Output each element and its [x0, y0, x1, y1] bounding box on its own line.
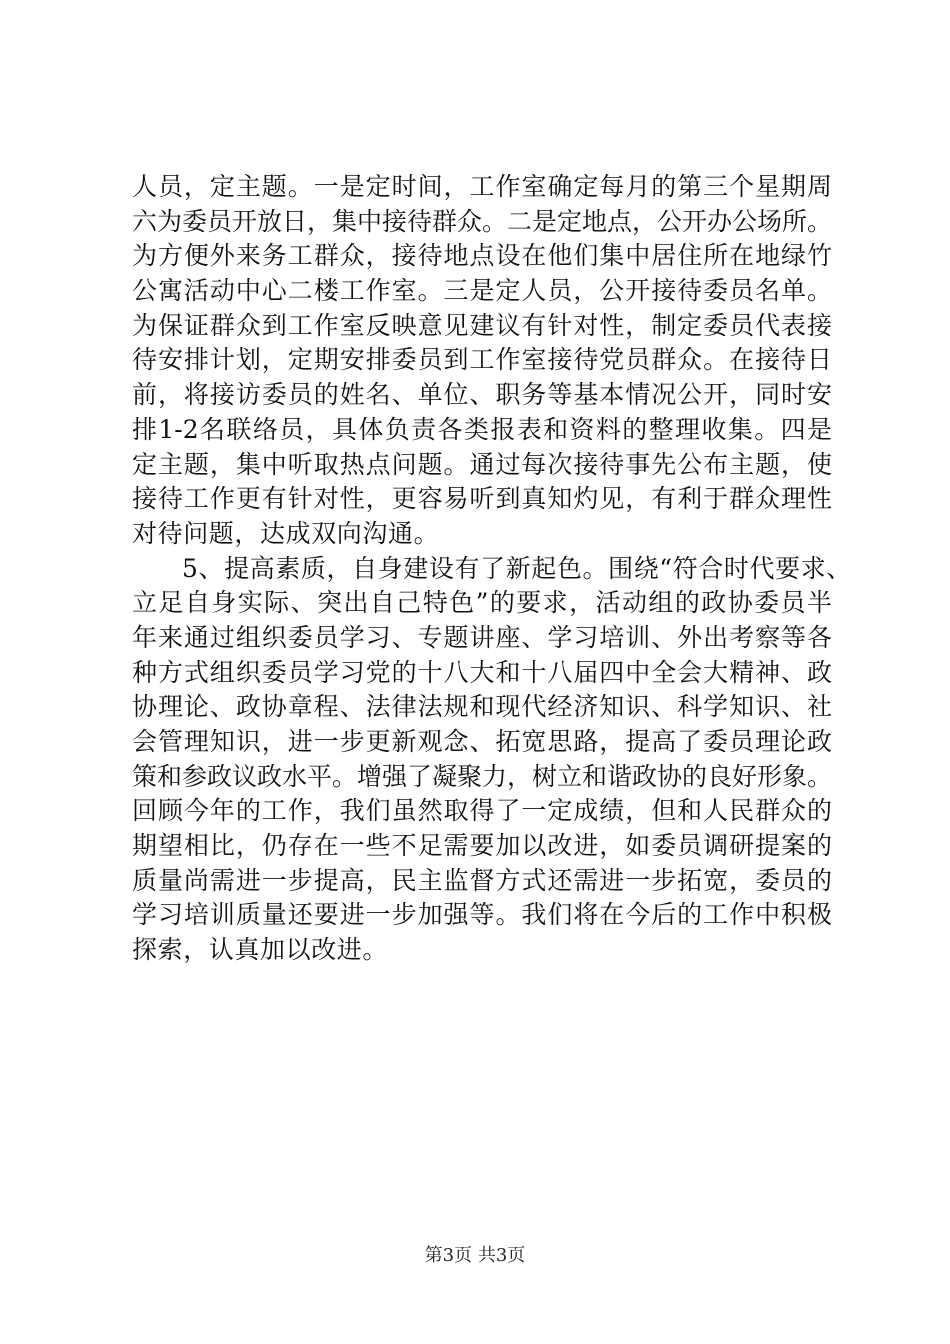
body-line: 探索，认真加以改进。	[132, 935, 389, 965]
body-line: 待安排计划，定期安排委员到工作室接待党员群众。在接待日	[132, 345, 832, 375]
body-line: 前，将接访委员的姓名、单位、职务等基本情况公开，同时安	[132, 380, 832, 410]
body-line: 期望相比，仍存在一些不足需要加以改进，如委员调研提案的	[132, 831, 832, 861]
body-line: 人员，定主题。一是定时间，工作室确定每月的第三个星期周	[132, 172, 832, 201]
body-line: 年来通过组织委员学习、专题讲座、学习培训、外出考察等各	[132, 622, 832, 652]
body-line: 排1-2名联络员，具体负责各类报表和资料的整理收集。四是	[132, 414, 832, 444]
body-line: 策和参政议政水平。增强了凝聚力，树立和谐政协的良好形象。	[132, 761, 833, 791]
paragraph-start-line: 5、提高素质，自身建设有了新起色。围绕“符合时代要求、	[182, 553, 852, 583]
body-line: 定主题，集中听取热点问题。通过每次接待事先公布主题，使	[132, 449, 832, 479]
body-line: 为保证群众到工作室反映意见建议有针对性，制定委员代表接	[132, 310, 832, 340]
body-line: 接待工作更有针对性，更容易听到真知灼见，有利于群众理性	[132, 484, 832, 514]
body-line: 回顾今年的工作，我们虽然取得了一定成绩，但和人民群众的	[132, 796, 832, 826]
body-line: 公寓活动中心二楼工作室。三是定人员，公开接待委员名单。	[132, 276, 832, 306]
body-line: 六为委员开放日，集中接待群众。二是定地点，公开办公场所。	[132, 206, 833, 236]
body-line: 立足自身实际、突出自己特色”的要求，活动组的政协委员半	[132, 588, 832, 618]
body-line: 为方便外来务工群众，接待地点设在他们集中居住所在地绿竹	[132, 241, 832, 271]
body-line: 种方式组织委员学习党的十八大和十八届四中全会大精神、政	[132, 657, 832, 687]
body-line: 对待问题，达成双向沟通。	[132, 518, 440, 548]
page-number-footer: 第3页 共3页	[424, 1245, 526, 1266]
body-line: 会管理知识，进一步更新观念、拓宽思路，提高了委员理论政	[132, 727, 832, 756]
body-line: 协理论、政协章程、法律法规和现代经济知识、科学知识、社	[132, 692, 832, 722]
body-line: 质量尚需进一步提高，民主监督方式还需进一步拓宽，委员的	[132, 865, 832, 895]
body-line: 学习培训质量还要进一步加强等。我们将在今后的工作中积极	[132, 900, 832, 930]
document-body	[132, 170, 852, 968]
